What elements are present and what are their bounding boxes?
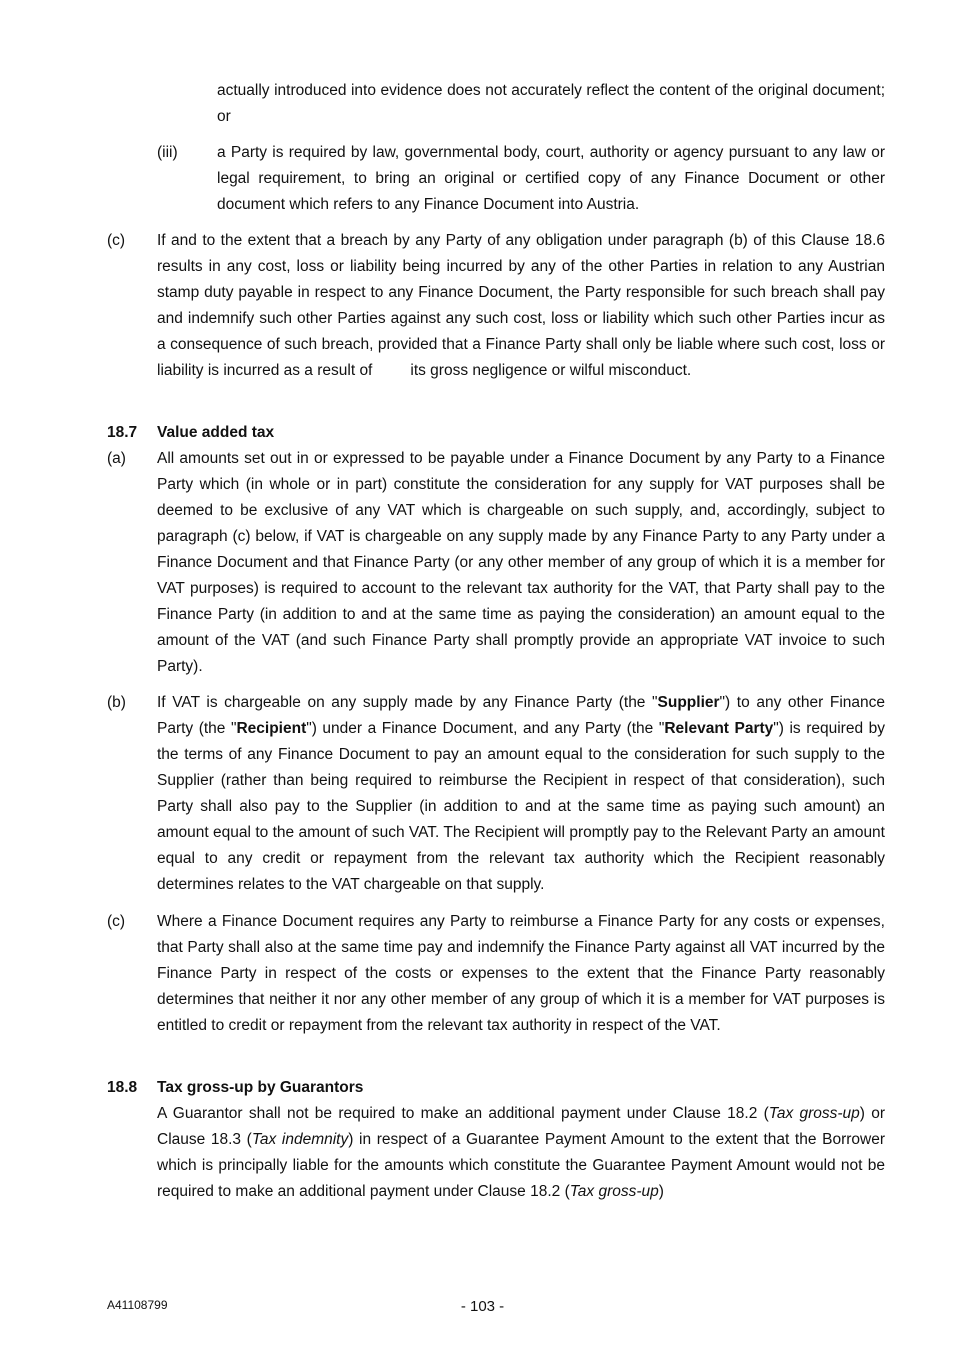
- clause-18-7-a: [157, 446, 885, 680]
- clause-reference: Tax gross-up: [768, 1105, 860, 1122]
- clause-18-7-c: [157, 909, 885, 1039]
- defined-term: Relevant Party: [664, 720, 774, 737]
- defined-term: Supplier: [657, 694, 720, 711]
- page-number: - 103 -: [460, 1298, 505, 1315]
- document-code: A41108799: [107, 1298, 168, 1312]
- section-number: 18.8: [107, 1079, 138, 1096]
- clause-18-6-b-ii-continuation: [217, 78, 885, 130]
- paragraph-text: ) or Clause 18.3 (: [157, 1105, 886, 1148]
- paragraph-text: its gross negligence or wilful misconduct.: [410, 362, 692, 379]
- clause-reference: Tax indemnity: [251, 1131, 349, 1148]
- section-title: Tax gross-up by Guarantors: [157, 1079, 364, 1096]
- paragraph-text: A Guarantor shall not be required to make an additional payment under Clause 18.2 (: [157, 1105, 769, 1122]
- clause-18-6-c: [157, 228, 885, 384]
- clause-18-8-body: [157, 1101, 885, 1205]
- paragraph-text: If VAT is chargeable on any supply made by any Finance Party (the ": [157, 694, 658, 711]
- clause-reference: Tax gross-up: [569, 1183, 659, 1200]
- defined-term: Recipient: [236, 720, 307, 737]
- paragraph-text: a Party is required by law, governmental body, court, authority or agency pursuant to any law or legal requirement, to bring an original or certified copy of any Finance Document or other document which refers to any Finance Document into Austria.: [217, 144, 885, 213]
- item-label-c: (c): [107, 232, 126, 249]
- paragraph-text: ") under a Finance Document, and any Party (the ": [306, 720, 665, 737]
- clause-18-6-b-iii: [217, 140, 885, 218]
- paragraph-text: ): [658, 1183, 664, 1200]
- item-label-b: (b): [107, 694, 126, 711]
- paragraph-text: All amounts set out in or expressed to be payable under a Finance Document by any Party to a Finance Party which (in whole or in part) constitute the consideration for any supply for VAT purposes shall be deemed to be exclusive of any VAT which is chargeable on such supply, and, accordingly, subject to paragraph (c) below, if VAT is chargeable on any supply made by any Finance Party to any Party under a Finance Document and that Finance Party (or any other member of any group of which it is a member for VAT purposes) is required to account to the relevant tax authority for the VAT, that Party shall pay to the Finance Party (in addition to and at the same time as paying the consideration) an amount equal to the amount of the VAT (and such Finance Party shall promptly provide an appropriate VAT invoice to such Party).: [157, 450, 885, 675]
- paragraph-text: If and to the extent that a breach by any Party of any obligation under paragraph (b) of this Clause 18.6 results in any cost, loss or liability being incurred by any of the other Parties in relation to any Austrian stamp duty payable in respect to any Finance Document, the Party responsible for such breach shall pay and indemnify such other Parties against any such cost, loss or liability which such other Parties incur as a consequence of such breach, provided that a Finance Party shall only be liable where such cost, loss or liability is incurred as a result of: [157, 232, 885, 379]
- paragraph-text: ") is required by the terms of any Finance Document to pay an amount equal to the consideration for such supply to the Supplier (rather than being required to reimburse the Recipient in respect of that consideration), such Party shall also pay to the Supplier (in addition to and at the same time as paying such amount) an amount equal to the amount of such VAT. The Recipient will promptly pay to the Relevant Party an amount equal to any credit or repayment from the relevant tax authority which the Recipient reasonably determines relates to the VAT chargeable on that supply.: [157, 720, 885, 893]
- section-title: Value added tax: [157, 424, 275, 441]
- section-number: 18.7: [107, 424, 138, 441]
- paragraph-text: ) in respect of a Guarantee Payment Amount to the extent that the Borrower which is principally liable for the amounts which constitute the Guarantee Payment Amount would not be required to make an additional payment under Clause 18.2 (: [157, 1131, 885, 1200]
- item-label-c: (c): [107, 913, 126, 930]
- item-label-iii: (iii): [157, 144, 178, 161]
- paragraph-text: actually introduced into evidence does not accurately reflect the content of the original document; or: [217, 82, 885, 125]
- paragraph-text: Where a Finance Document requires any Party to reimburse a Finance Party for any costs or expenses, that Party shall also at the same time pay and indemnify the Finance Party against all VAT incurred by the Finance Party in respect of the costs or expenses to the extent that the Finance Party reasonably determines that neither it nor any other member of any group of which it is a member for VAT purposes is entitled to credit or repayment from the relevant tax authority in respect of the VAT.: [157, 913, 885, 1034]
- paragraph-text: ") to any other Finance Party (the ": [157, 694, 885, 737]
- clause-18-7-b: [157, 690, 885, 898]
- item-label-a: (a): [107, 450, 126, 467]
